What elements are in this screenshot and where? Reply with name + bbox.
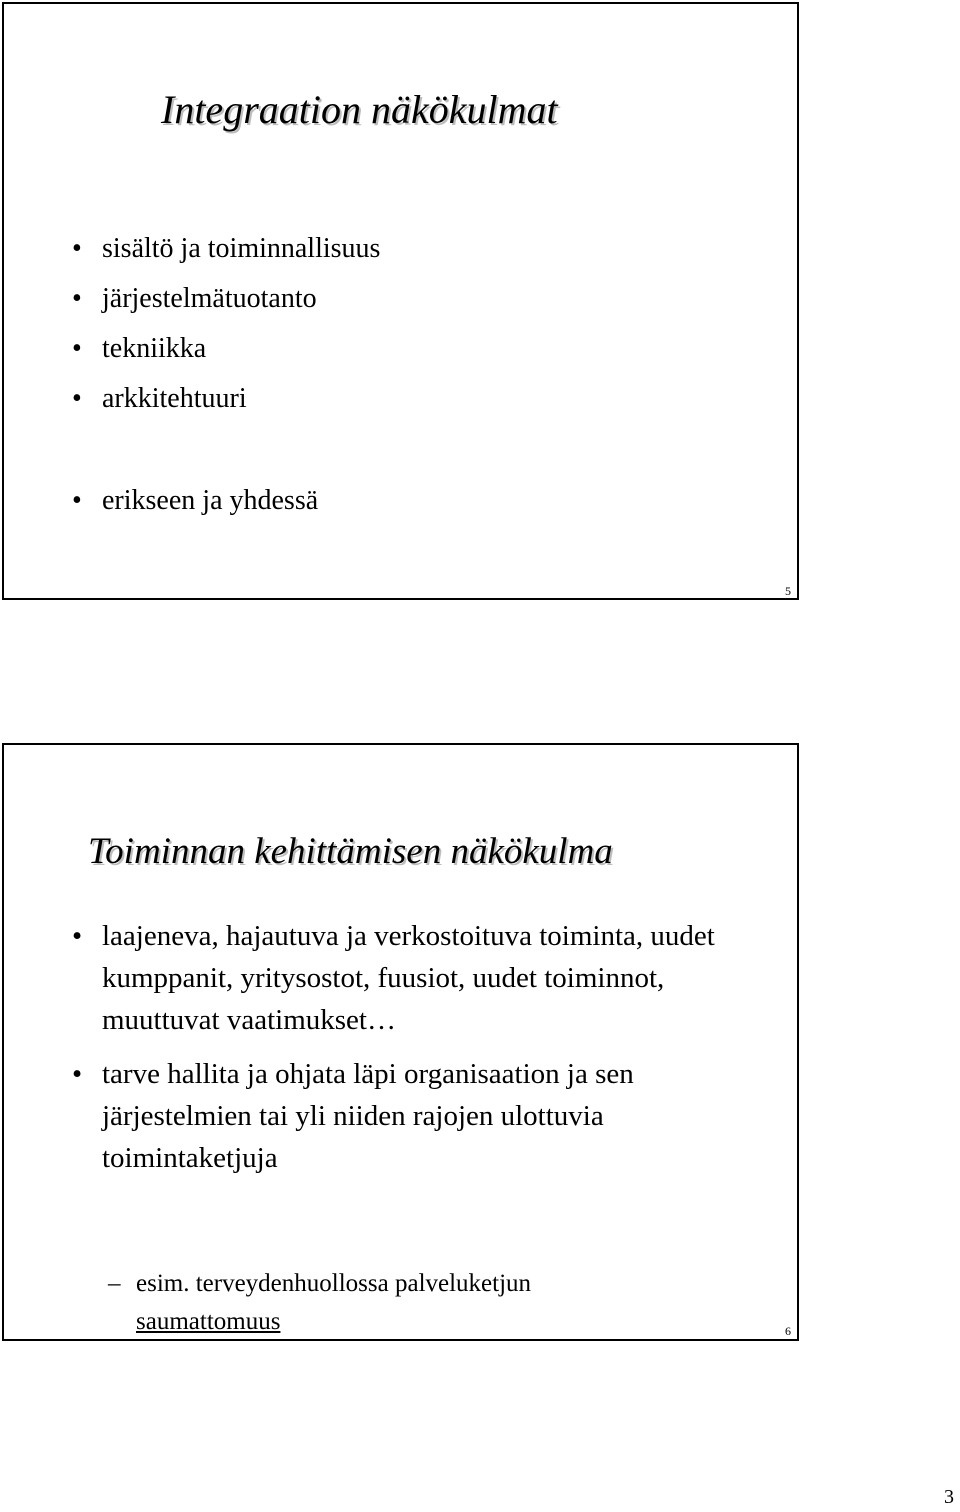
dash-icon: – xyxy=(108,1270,121,1297)
bullet-icon: • xyxy=(72,233,82,264)
list-item: • arkkitehtuuri xyxy=(72,374,380,424)
page-number: 3 xyxy=(944,1486,954,1508)
bullet-icon: • xyxy=(72,333,82,364)
list-item: • tekniikka xyxy=(72,324,380,374)
bullet-list xyxy=(72,915,772,1179)
bullet-icon: • xyxy=(72,1058,83,1090)
sub-item-line: esim. terveydenhuollossa palveluketjun xyxy=(136,1270,532,1297)
list-item: • laajeneva, hajautuva ja verkostoituva toiminta, uudet kumppanit, yritysostot, fuusiot, uudet toiminnot, muuttuvat vaatimukset… xyxy=(72,915,772,1041)
slide-6 xyxy=(2,743,799,1341)
sub-list-item xyxy=(72,1265,531,1341)
slide-number: 5 xyxy=(785,584,791,598)
bullet-icon: • xyxy=(72,920,83,952)
slide-title: Integraation näkökulmat xyxy=(161,87,558,132)
list-item: • tarve hallita ja ohjata läpi organisaation ja sen järjestelmien tai yli niiden rajojen ulottuvia toimintaketjuja xyxy=(72,1053,772,1179)
list-item: • erikseen ja yhdessä xyxy=(72,476,380,526)
slide-number: 6 xyxy=(785,1324,791,1338)
bullet-icon: • xyxy=(72,383,82,414)
sub-item-underlined: saumattomuus xyxy=(136,1308,281,1335)
bullet-icon: • xyxy=(72,485,82,516)
slide-5 xyxy=(2,2,799,600)
slide-title: Toiminnan kehittämisen näkökulma xyxy=(88,831,613,872)
bullet-list xyxy=(72,224,380,526)
list-item: • järjestelmätuotanto xyxy=(72,274,380,324)
list-item: • sisältö ja toiminnallisuus xyxy=(72,224,380,274)
bullet-icon: • xyxy=(72,283,82,314)
